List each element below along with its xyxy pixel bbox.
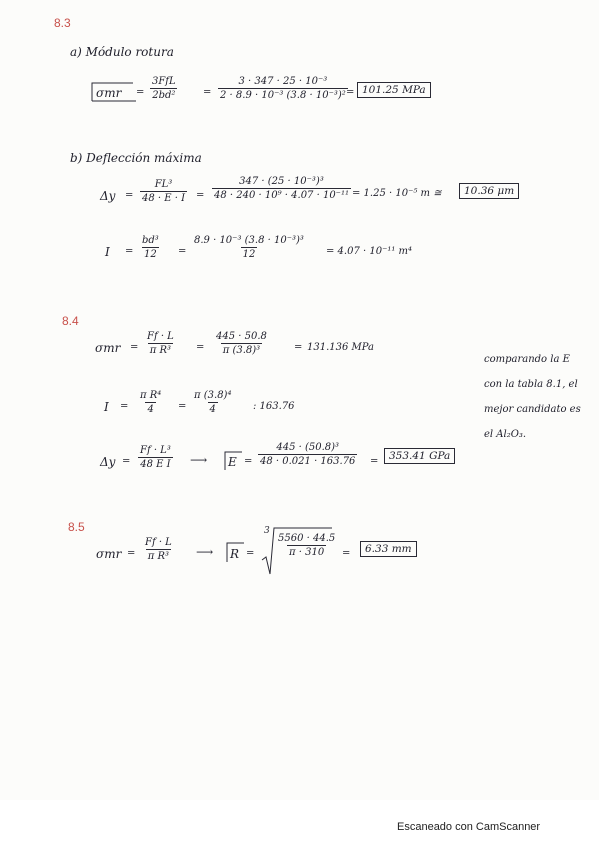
cube-root-sign <box>262 528 332 574</box>
eq-8-4-a: = <box>130 342 139 353</box>
result-box-8-3-b: 10.36 μm <box>459 183 519 199</box>
result-box-8-4: 353.41 GPa <box>384 448 455 464</box>
inertia-symbol-8-3: I <box>105 245 110 259</box>
result-box-8-3-a: 101.25 MPa <box>357 82 431 98</box>
fraction-numerator: 8.9 · 10⁻³ (3.8 · 10⁻³)³ <box>194 235 304 246</box>
modulus-corner-box-8-4 <box>225 452 242 470</box>
note-line-4: el Al₂O₃. <box>484 429 527 440</box>
eq-8-5-b: = <box>246 548 255 559</box>
fraction-numerator: Ff · L <box>147 331 174 342</box>
fraction-denominator: 2bd² <box>152 90 176 101</box>
eq-8-5-a: = <box>127 548 136 559</box>
inertia-value-8-4: : 163.76 <box>253 401 295 412</box>
fraction-numerator: 347 · (25 · 10⁻³)³ <box>239 176 324 187</box>
eq-8-3-b: = <box>203 87 212 98</box>
fraction-denominator: 12 <box>144 249 157 260</box>
scanner-watermark: Escaneado con CamScanner <box>397 821 541 833</box>
fraction-numerator: 5560 · 44.5 <box>278 533 336 544</box>
eq-8-3-e: = <box>196 190 205 201</box>
delta-y-8-4: Δy <box>100 455 116 469</box>
fraction-denominator: 12 <box>242 249 256 260</box>
fraction-numerator: bd³ <box>142 235 159 246</box>
fraction-numerator: 445 · (50.8)³ <box>276 442 340 453</box>
eq-8-5-c: = <box>342 548 351 559</box>
fraction-numerator: π R⁴ <box>140 390 162 401</box>
eq-8-4-f: = <box>122 456 131 467</box>
part-b-label: b) Deflección máxima <box>70 151 202 165</box>
fraction-denominator: π R³ <box>149 345 172 356</box>
eq-8-3-f: = <box>125 246 134 257</box>
note-line-3: mejor candidato es <box>484 404 581 415</box>
delta-y-8-3: Δy <box>100 189 116 203</box>
fraction-denominator: 48 · 0.021 · 163.76 <box>260 456 356 467</box>
radius-symbol-8-5: R <box>230 547 240 561</box>
radius-corner-box-8-5 <box>227 543 244 562</box>
eq-8-4-b: = <box>196 342 205 353</box>
sigma-value-8-4: 131.136 MPa <box>307 342 375 353</box>
fraction-denominator: π (3.8)³ <box>222 345 261 356</box>
eq-8-3-c: = <box>346 87 355 98</box>
sigma-mr-8-5: σmr <box>96 547 122 561</box>
sigma-mr-8-4: σmr <box>95 341 121 355</box>
fraction-numerator: 3FfL <box>152 76 176 87</box>
eq-8-4-h: = <box>370 456 379 467</box>
fraction-denominator: 4 <box>209 404 216 415</box>
implies-arrow-8-5: ⟶ <box>196 545 214 559</box>
eq-8-4-d: = <box>120 401 129 412</box>
deflection-value: = 1.25 · 10⁻⁵ m ≅ <box>352 188 442 199</box>
fraction-denominator: 2 · 8.9 · 10⁻³ (3.8 · 10⁻³)² <box>220 90 346 101</box>
eq-8-4-c: = <box>294 342 303 353</box>
cube-root-index: 3 <box>264 526 270 536</box>
fraction-denominator: 4 <box>147 404 154 415</box>
fraction-denominator: π · 310 <box>289 547 325 558</box>
problem-number-8-5: 8.5 <box>68 520 85 534</box>
part-a-label: a) Módulo rotura <box>70 45 174 59</box>
fraction-denominator: 48 · E · I <box>142 193 186 204</box>
eq-8-4-e: = <box>178 401 187 412</box>
fraction-numerator: 3 · 347 · 25 · 10⁻³ <box>238 76 328 87</box>
fraction-denominator: π R³ <box>147 551 170 562</box>
fraction-numerator: Ff · L <box>145 537 172 548</box>
fraction-numerator: π (3.8)⁴ <box>194 390 232 401</box>
modulus-symbol-8-4: E <box>228 455 237 469</box>
sigma-mr-8-3: σmr <box>96 86 122 100</box>
note-line-2: con la tabla 8.1, el <box>484 379 578 390</box>
problem-number-8-3: 8.3 <box>54 16 71 30</box>
problem-number-8-4: 8.4 <box>62 314 79 328</box>
note-line-1: comparando la E <box>484 354 570 365</box>
fraction-denominator: 48 · 240 · 10⁹ · 4.07 · 10⁻¹¹ <box>214 190 349 201</box>
fraction-denominator: 48 E I <box>140 459 171 470</box>
inertia-value-8-3: = 4.07 · 10⁻¹¹ m⁴ <box>326 246 413 257</box>
result-box-8-5: 6.33 mm <box>360 541 417 557</box>
eq-8-3-d: = <box>125 190 134 201</box>
eq-8-4-g: = <box>244 456 253 467</box>
fraction-numerator: 445 · 50.8 <box>216 331 267 342</box>
sigma-corner-box-8-3 <box>92 83 133 101</box>
implies-arrow-8-4: ⟶ <box>190 453 208 467</box>
inertia-symbol-8-4: I <box>104 400 109 414</box>
eq-8-3-a: = <box>136 87 145 98</box>
eq-8-3-g: = <box>178 246 187 257</box>
fraction-numerator: Ff · L³ <box>140 445 171 456</box>
fraction-numerator: FL³ <box>154 179 173 190</box>
